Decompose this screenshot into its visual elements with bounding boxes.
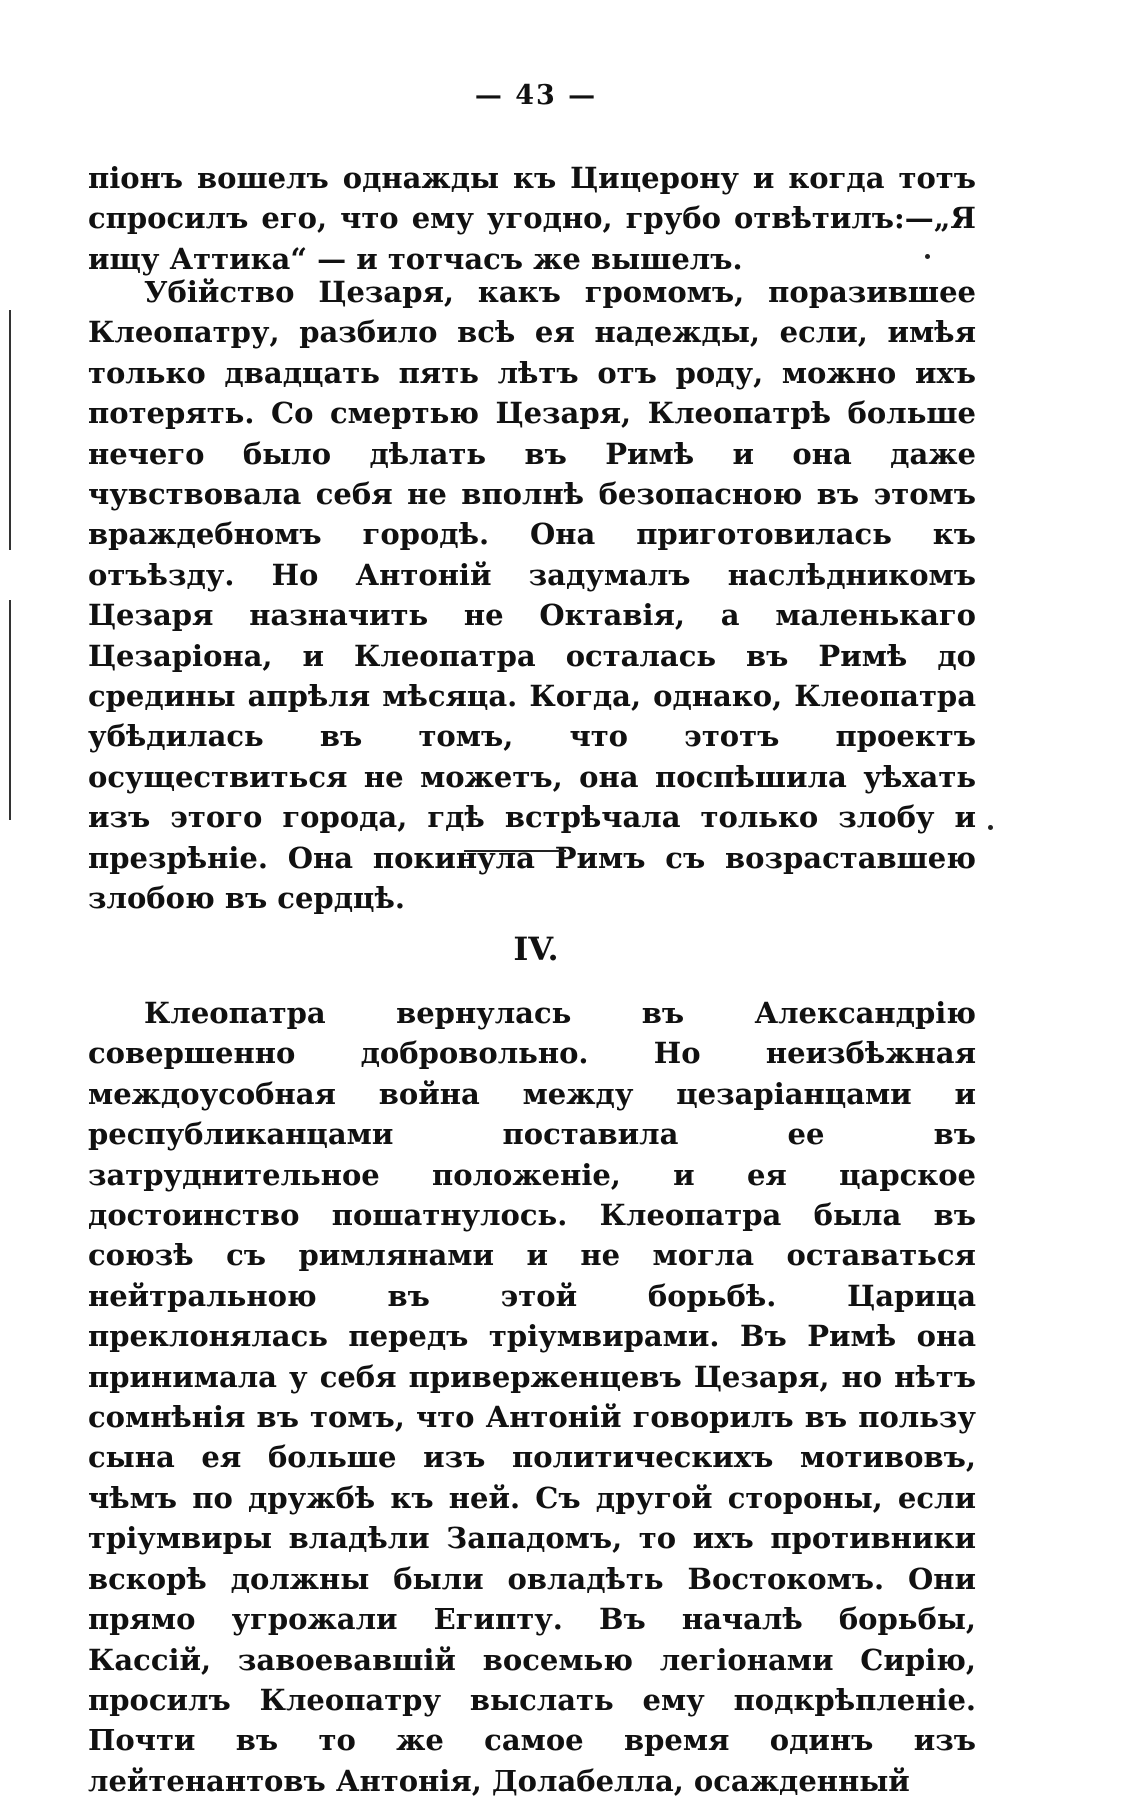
paragraph-caesar-death <box>88 272 976 919</box>
paragraph-continuation <box>88 158 976 279</box>
paragraph-text: Убійство Цезаря, какъ громомъ, поразившее Клеопатру, разбило всѣ ея надежды, если, имѣя только двадцать пять лѣтъ отъ роду, можно ихъ потерять. Со смертью Цезаря, Клеопатрѣ больше нечего было дѣлать въ Римѣ и она даже чувствовала себя не вполнѣ безопасною въ этомъ враждебномъ городѣ. Она приготовилась къ отъѣзду. Но Антоній задумалъ наслѣдникомъ Цезаря назначить не Октавія, а маленькаго Цезаріона, и Клеопатра осталась въ Римѣ до средины апрѣля мѣсяца. Когда, однако, Клеопатра убѣдилась въ томъ, что этотъ проектъ осуществиться не можетъ, она поспѣшила уѣхать изъ этого города, гдѣ встрѣчала только злобу и презрѣніе. Она покинула Римъ съ возраставшею злобою въ сердцѣ. <box>88 275 976 916</box>
page-number: — 43 — <box>474 80 598 111</box>
paragraph-text: піонъ вошелъ однажды къ Цицерону и когда тотъ спросилъ его, что ему угодно, грубо отвѣтилъ:—„Я ищу Аттика“ — и тотчасъ же вышелъ. <box>88 161 976 276</box>
scan-margin-line <box>9 600 11 820</box>
paragraph-text: Клеопатра вернулась въ Александрію совершенно добровольно. Но неизбѣжная междоусобная война между цезаріанцами и республиканцами поставила ее въ затруднительное положеніе, и ея царское достоинство пошатнулось. Клеопатра была въ союзѣ съ римлянами и не могла оставаться нейтральною въ этой борьбѣ. Царица преклонялась передъ тріумвирами. Въ Римѣ она принимала у себя приверженцевъ Цезаря, но нѣтъ сомнѣнія въ томъ, что Антоній говорилъ въ пользу сына ея больше изъ политическихъ мотивовъ, чѣмъ по дружбѣ къ ней. Съ другой стороны, если тріумвиры владѣли Западомъ, то ихъ противники вскорѣ должны были овладѣть Востокомъ. Они прямо угрожали Египту. Въ началѣ борьбы, Кассій, завоевавшій восемью легіонами Сирію, просилъ Клеопатру выслать ему подкрѣпленіе. Почти въ то же самое время одинъ изъ лейтенантовъ Антонія, Долабелла, осажденный <box>88 996 976 1798</box>
paragraph-section-iv <box>88 993 976 1801</box>
scan-speck <box>988 825 993 830</box>
section-divider <box>464 850 566 852</box>
section-heading: IV. <box>513 930 559 968</box>
scan-margin-line <box>9 310 11 550</box>
scan-speck <box>925 254 930 259</box>
